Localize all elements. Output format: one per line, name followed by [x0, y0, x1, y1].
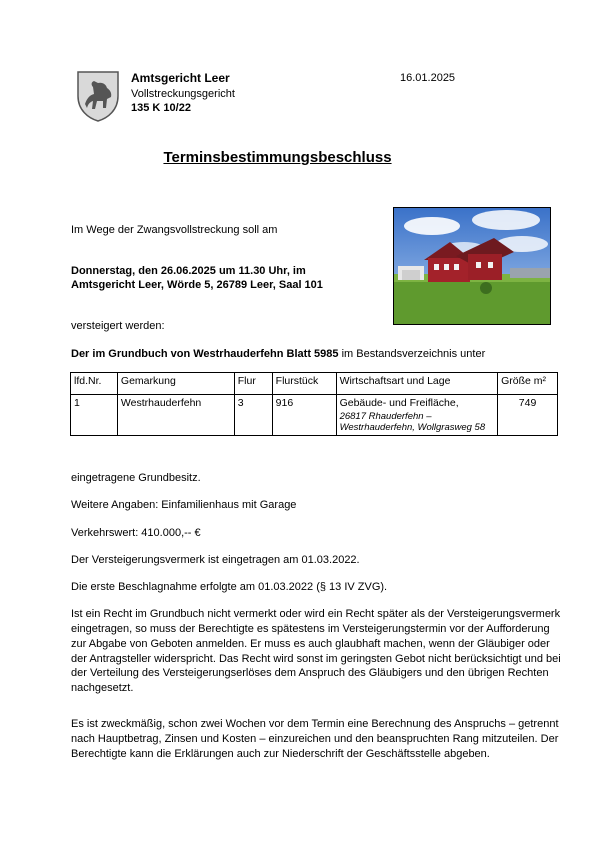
- cell-groesse: 749: [498, 395, 558, 436]
- intro-text: Im Wege der Zwangsvollstreckung soll am: [71, 224, 278, 236]
- auctioned-text: versteigert werden:: [71, 320, 165, 332]
- property-photo: [393, 207, 551, 325]
- court-name: Amtsgericht Leer: [131, 71, 230, 85]
- table-row: [71, 395, 558, 436]
- further-info: Weitere Angaben: Einfamilienhaus mit Garage: [71, 499, 297, 511]
- table-header-row: [71, 373, 558, 395]
- table-header-cell: Wirtschaftsart und Lage: [336, 373, 498, 395]
- lage-address: 26817 Rhauderfehn – Westrhauderfehn, Wollgrasweg 58: [339, 410, 486, 434]
- lage-type: Gebäude- und Freifläche,: [339, 397, 459, 409]
- document-date: 16.01.2025: [400, 72, 456, 84]
- table-header-cell: Größe m²: [498, 373, 558, 395]
- cell-flurstueck: 916: [272, 395, 336, 436]
- property-intro: [71, 347, 485, 361]
- cell-lage: [336, 395, 498, 436]
- property-register-suffix: im Bestandsverzeichnis unter: [338, 348, 486, 360]
- property-register: Der im Grundbuch von Westrhauderfehn Blatt 5985: [71, 348, 339, 360]
- market-value: Verkehrswert: 410.000,-- €: [71, 527, 201, 539]
- claim-paragraph: Es ist zweckmäßig, schon zwei Wochen vor dem Termin eine Berechnung des Anspruchs – getrennt nach Hauptbetrag, Zinsen und Kosten – einzureichen und den beanspruchten Rang mitzuteilen. Der Berechtigte kann die Erklärungen auch zur Niederschrift der Geschäftsstelle abgeben.: [71, 718, 559, 760]
- table-header-cell: lfd.Nr.: [71, 373, 118, 395]
- court-department: Vollstreckungsgericht: [131, 88, 235, 100]
- case-number: 135 K 10/22: [131, 102, 191, 114]
- table-header-cell: Gemarkung: [117, 373, 234, 395]
- appointment-date: Donnerstag, den 26.06.2025 um 11.30 Uhr, im: [71, 265, 306, 277]
- registered-text: eingetragene Grundbesitz.: [71, 472, 201, 484]
- property-table: [70, 372, 558, 436]
- table-header-cell: Flur: [234, 373, 272, 395]
- cell-nr: 1: [71, 395, 118, 436]
- cell-gemarkung: Westrhauderfehn: [117, 395, 234, 436]
- seizure-note: Die erste Beschlagnahme erfolgte am 01.03.2022 (§ 13 IV ZVG).: [71, 581, 388, 593]
- rights-paragraph: Ist ein Recht im Grundbuch nicht vermerkt oder wird ein Recht später als der Versteigerungsvermerk eingetragen, so muss der Berechtigte es spätestens im Versteigerungstermin vor der Aufforderung zur Abgabe von Geboten anmelden. Er muss es auch glaubhaft machen, wenn der Gläubiger oder der Antragsteller widerspricht. Das Recht wird sonst im geringsten Gebot nicht berücksichtigt und bei der Verteilung des Versteigerungserlöses dem Anspruch des Gläubigers und den übrigen Rechten nachgesetzt.: [71, 608, 561, 695]
- court-crest-icon: [76, 70, 120, 122]
- page-title: Terminsbestimmungsbeschluss: [163, 149, 392, 166]
- table-header-cell: Flurstück: [272, 373, 336, 395]
- appointment-location: Amtsgericht Leer, Wörde 5, 26789 Leer, Saal 101: [71, 279, 323, 291]
- auction-note: Der Versteigerungsvermerk ist eingetragen am 01.03.2022.: [71, 554, 360, 566]
- cell-flur: 3: [234, 395, 272, 436]
